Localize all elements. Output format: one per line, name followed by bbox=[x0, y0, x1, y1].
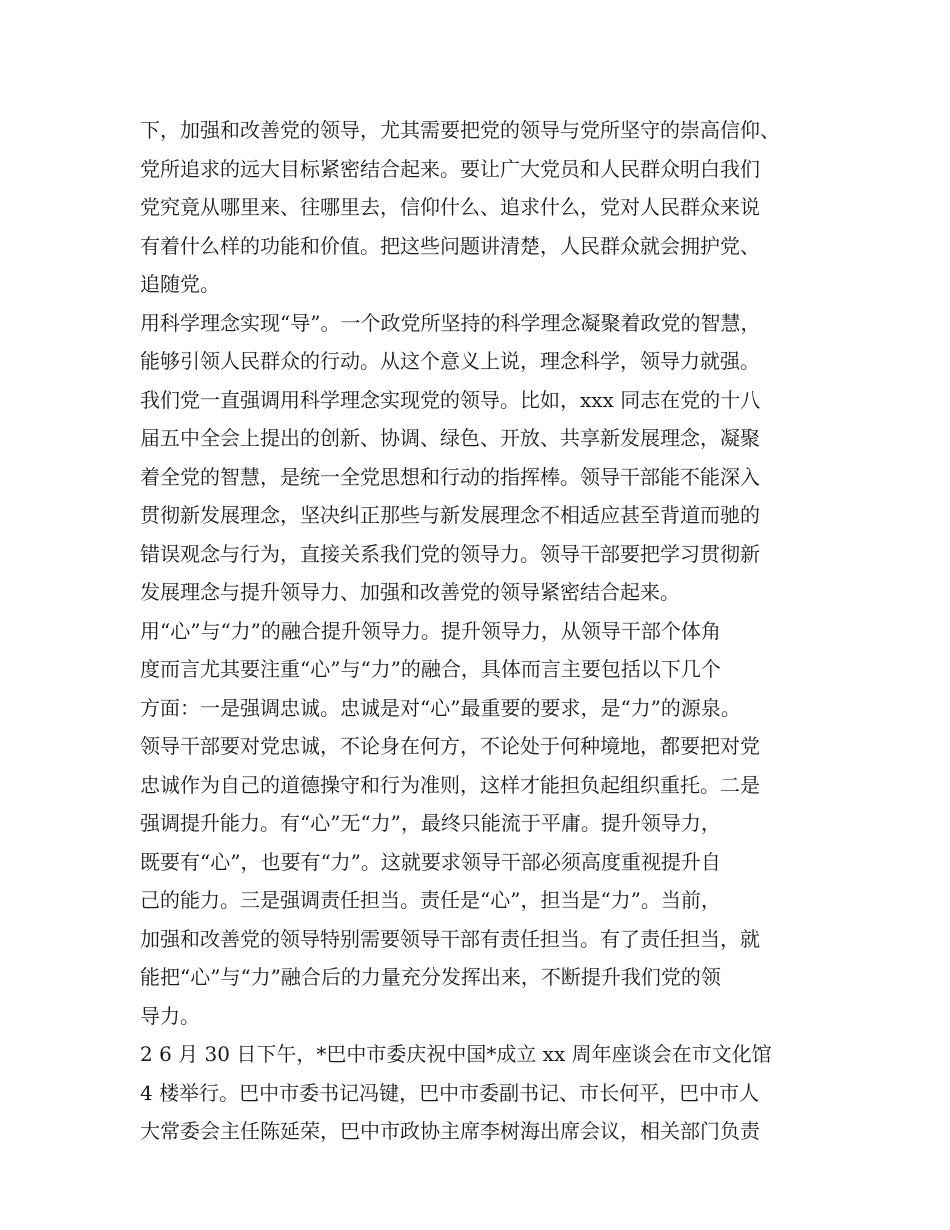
text-line: 下，加强和改善党的领导，尤其需要把党的领导与党所坚守的崇高信仰、 bbox=[140, 118, 780, 142]
text-line: 大常委会主任陈延荣，巴中市政协主席李树海出席会议，相关部门负责 bbox=[140, 1119, 760, 1143]
text-line: 有着什么样的功能和价值。把这些问题讲清楚，人民群众就会拥护党、 bbox=[140, 233, 760, 258]
text-line: 追随党。 bbox=[140, 272, 220, 296]
text-line: 忠诚作为自己的道德操守和行为准则，这样才能担负起组织重托。二是 bbox=[140, 772, 760, 797]
document-body bbox=[140, 111, 830, 1151]
text-line: 用“心”与“力”的融合提升领导力。提升领导力，从领导干部个体角 bbox=[140, 618, 721, 643]
text-line: 既要有“心”，也要有“力”。这就要求领导干部必须高度重视提升自 bbox=[140, 849, 721, 874]
text-line: 用科学理念实现“导”。一个政党所坚持的科学理念凝聚着政党的智慧， bbox=[140, 310, 761, 335]
text-line: 能把“心”与“力”融合后的力量充分发挥出来，不断提升我们党的领 bbox=[140, 965, 721, 989]
text-line: 方面：一是强调忠诚。忠诚是对“心”最重要的要求，是“力”的源泉。 bbox=[140, 695, 741, 720]
text-line: 发展理念与提升领导力、加强和改善党的领导紧密结合起来。 bbox=[140, 580, 680, 604]
text-line: 领导干部要对党忠诚，不论身在何方，不论处于何种境地，都要把对党 bbox=[140, 734, 760, 758]
text-line: 己的能力。三是强调责任担当。责任是“心”，担当是“力”。当前， bbox=[140, 888, 721, 912]
text-line: 能够引领人民群众的行动。从这个意义上说，理念科学，领导力就强。 bbox=[140, 349, 760, 373]
text-line: 着全党的智慧，是统一全党思想和行动的指挥棒。领导干部能不能深入 bbox=[140, 464, 760, 489]
text-line: 强调提升能力。有“心”无“力”，最终只能流于平庸。提升领导力， bbox=[140, 811, 721, 835]
text-line: 我们党一直强调用科学理念实现党的领导。比如，xxx 同志在党的十八 bbox=[140, 387, 761, 412]
text-line: 导力。 bbox=[140, 1003, 200, 1028]
text-line: 4 楼举行。巴中市委书记冯键，巴中市委副书记、市长何平，巴中市人 bbox=[140, 1080, 760, 1105]
text-line: 贯彻新发展理念，坚决纠正那些与新发展理念不相适应甚至背道而驰的 bbox=[140, 503, 760, 527]
text-line: 党所追求的远大目标紧密结合起来。要让广大党员和人民群众明白我们 bbox=[140, 156, 760, 181]
text-line: 党究竟从哪里来、往哪里去，信仰什么、追求什么，党对人民群众来说 bbox=[140, 195, 760, 219]
text-line: 加强和改善党的领导特别需要领导干部有责任担当。有了责任担当，就 bbox=[140, 926, 760, 951]
text-line: 2 6 月 30 日下午，*巴中市委庆祝中国*成立 xx 周年座谈会在市文化馆 bbox=[140, 1042, 772, 1066]
text-line: 度而言尤其要注重“心”与“力”的融合，具体而言主要包括以下几个 bbox=[140, 657, 721, 681]
text-line: 届五中全会上提出的创新、协调、绿色、开放、共享新发展理念，凝聚 bbox=[140, 426, 760, 450]
text-line: 错误观念与行为，直接关系我们党的领导力。领导干部要把学习贯彻新 bbox=[140, 541, 760, 566]
